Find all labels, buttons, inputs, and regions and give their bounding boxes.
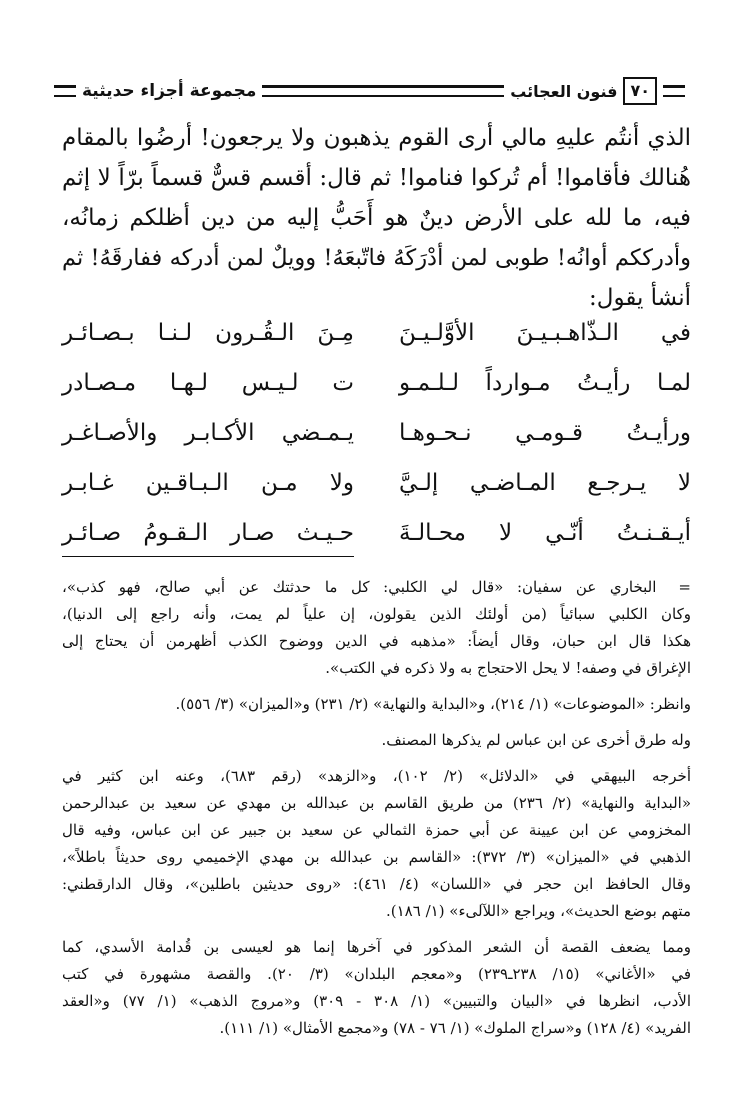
footnote-line: «البداية والنهاية» (٢/ ٢٣٦) من طريق القاسم بن عبدالله بن مهدي عن سعيد بن عبدالرحمن — [62, 794, 691, 812]
header-rule-right — [663, 85, 685, 97]
poem-verse — [62, 408, 691, 458]
footnote-line: وكان الكلبي سبائياً (من أولئك الذين يقولون، إن علياً لم يمت، وأنه راجع إلى الدنيا)، — [62, 605, 691, 623]
verse-second-hemistich: ت لـيـس لـهـا مـصـادر — [62, 370, 354, 396]
footnote-line — [62, 574, 691, 601]
footnote-line: وله طرق أخرى عن ابن عباس لم يذكرها المصنف. — [381, 731, 691, 749]
footnote-line: وقال الحافظ ابن حجر في «اللسان» (٤/ ٤٦١): «روى حديثين باطلين»، وقال الدارقطني: — [62, 875, 691, 893]
footnotes — [62, 574, 691, 1051]
footnote-line: أخرجه البيهقي في «الدلائل» (٢/ ١٠٢)، و«الزهد» (رقم ٦٨٣)، وعنه ابن كثير في — [62, 767, 691, 785]
page-number: ٧٠ — [623, 77, 657, 105]
main-text — [62, 118, 691, 318]
verse-first-hemistich: ورأيـتُ قـومـي نـحـوهـا — [399, 420, 691, 446]
footnote-line: هكذا قال ابن حبان، وقال أيضاً: «مذهبه في الدين ووضوح الكذب أظهرمن أن يحتاج إلى — [62, 632, 691, 650]
continuation-mark: = — [678, 578, 691, 596]
header-rule-left — [54, 85, 76, 97]
prose-line: فيه، ما لله على الأرض دينٌ هو أَحَبُّ إليه من دين أظلكم زمانُه، — [62, 205, 691, 231]
footnote-line: الإغراق في وصفه! لا يحل الاحتجاج به ولا ذكره في الكتب». — [325, 659, 691, 677]
footnote-line: متهم بوضع الحديث»، ويراجع «اللآلىء» (١/ ١٨٦). — [386, 902, 691, 920]
verse-second-hemistich: مِـنَ الـقُـرون لـنـا بـصـائـر — [62, 320, 354, 346]
poem-verse — [62, 308, 691, 358]
verse-first-hemistich: لا يـرجـع المـاضـي إلـيَّ — [399, 470, 691, 496]
poem-verse — [62, 458, 691, 508]
footnote-line: الفريد» (٤/ ١٢٨) و«سراج الملوك» (١/ ٧٦ - ٧٨) و«مجمع الأمثال» (١/ ١١١). — [219, 1019, 691, 1037]
footnote-line-text: البخاري عن سفيان: «قال لي الكلبي: كل ما حدثتك عن أبي صالح، فهو كذب»، — [62, 578, 657, 596]
poem — [62, 308, 691, 558]
footnote-line: وانظر: «الموضوعات» (١/ ٢١٤)، و«البداية والنهاية» (٢/ ٢٣١) و«الميزان» (٣/ ٥٥٦). — [175, 695, 691, 713]
collection-title: مجموعة أجزاء حديثية — [82, 81, 257, 101]
verse-first-hemistich: لمـا رأيـتُ مـوارداً لـلـمـو — [399, 370, 691, 396]
verse-second-hemistich: حـيـث صـار الـقـومُ صـائـر — [62, 520, 354, 546]
footnote-paragraph — [62, 763, 691, 925]
prose-line: أنشأ يقول: — [588, 285, 691, 311]
footnote-line: في «الأغاني» (١٥/ ٢٣٨ـ٢٣٩) و«معجم البلدان» (٣/ ٢٠). والقصة مشهورة في كتب — [62, 965, 692, 983]
footnote-paragraph — [62, 574, 691, 682]
footnote-separator — [62, 556, 354, 557]
verse-first-hemistich: في الـذّاهـبـيـنَ الأوَّلـيـنَ — [399, 320, 691, 346]
footnote-paragraph — [62, 727, 691, 754]
footnote-line: ومما يضعف القصة أن الشعر المذكور في آخرها إنما هو لعيسى بن قُدامة الأسدي، كما — [62, 938, 691, 956]
footnote-line: الأدب، انظرها في «البيان والتبيين» (١/ ٣٠٨ - ٣٠٩) و«مروج الذهب» (١/ ٧٧) و«العقد — [62, 992, 692, 1010]
prose-line: الذي أنتُم عليهِ مالي أرى القوم يذهبون ولا يرجعون! أرضُوا بالمقام — [62, 125, 691, 151]
running-header — [48, 74, 691, 108]
verse-second-hemistich: ولا مـن الـبـاقـين غـابـر — [62, 470, 354, 496]
book-title: فنون العجائب — [510, 81, 618, 101]
footnote-paragraph — [62, 934, 691, 1042]
prose-line: هُنالك فأقاموا! أم تُركوا فناموا! ثم قال: أقسم قسٌّ قسماً برّاً لا إثم — [62, 165, 691, 191]
header-rule-middle — [262, 85, 504, 97]
verse-first-hemistich: أيـقـنـتُ أنّـي لا محـالـةَ — [399, 520, 691, 546]
prose-line: وأدرككم أوانُه! طوبى لمن أدْرَكَهُ فاتّبعَهُ! وويلٌ لمن أدركه ففارقَهُ! ثم — [62, 245, 691, 271]
footnote-line: الذهبي في «الميزان» (٣/ ٣٧٢): «القاسم بن عبدالله بن مهدي الإخميمي روى حديثاً باطلاً»، — [62, 848, 691, 866]
footnote-line: المخزومي عن ابن عيينة عن أبي حمزة الثمالي عن سعيد بن جبير عن ابن عباس، وفيه قال — [62, 821, 691, 839]
poem-verse — [62, 508, 691, 558]
verse-second-hemistich: يـمـضي الأكـابـر والأصـاغـر — [62, 420, 354, 446]
poem-verse — [62, 358, 691, 408]
footnote-paragraph — [62, 691, 691, 718]
